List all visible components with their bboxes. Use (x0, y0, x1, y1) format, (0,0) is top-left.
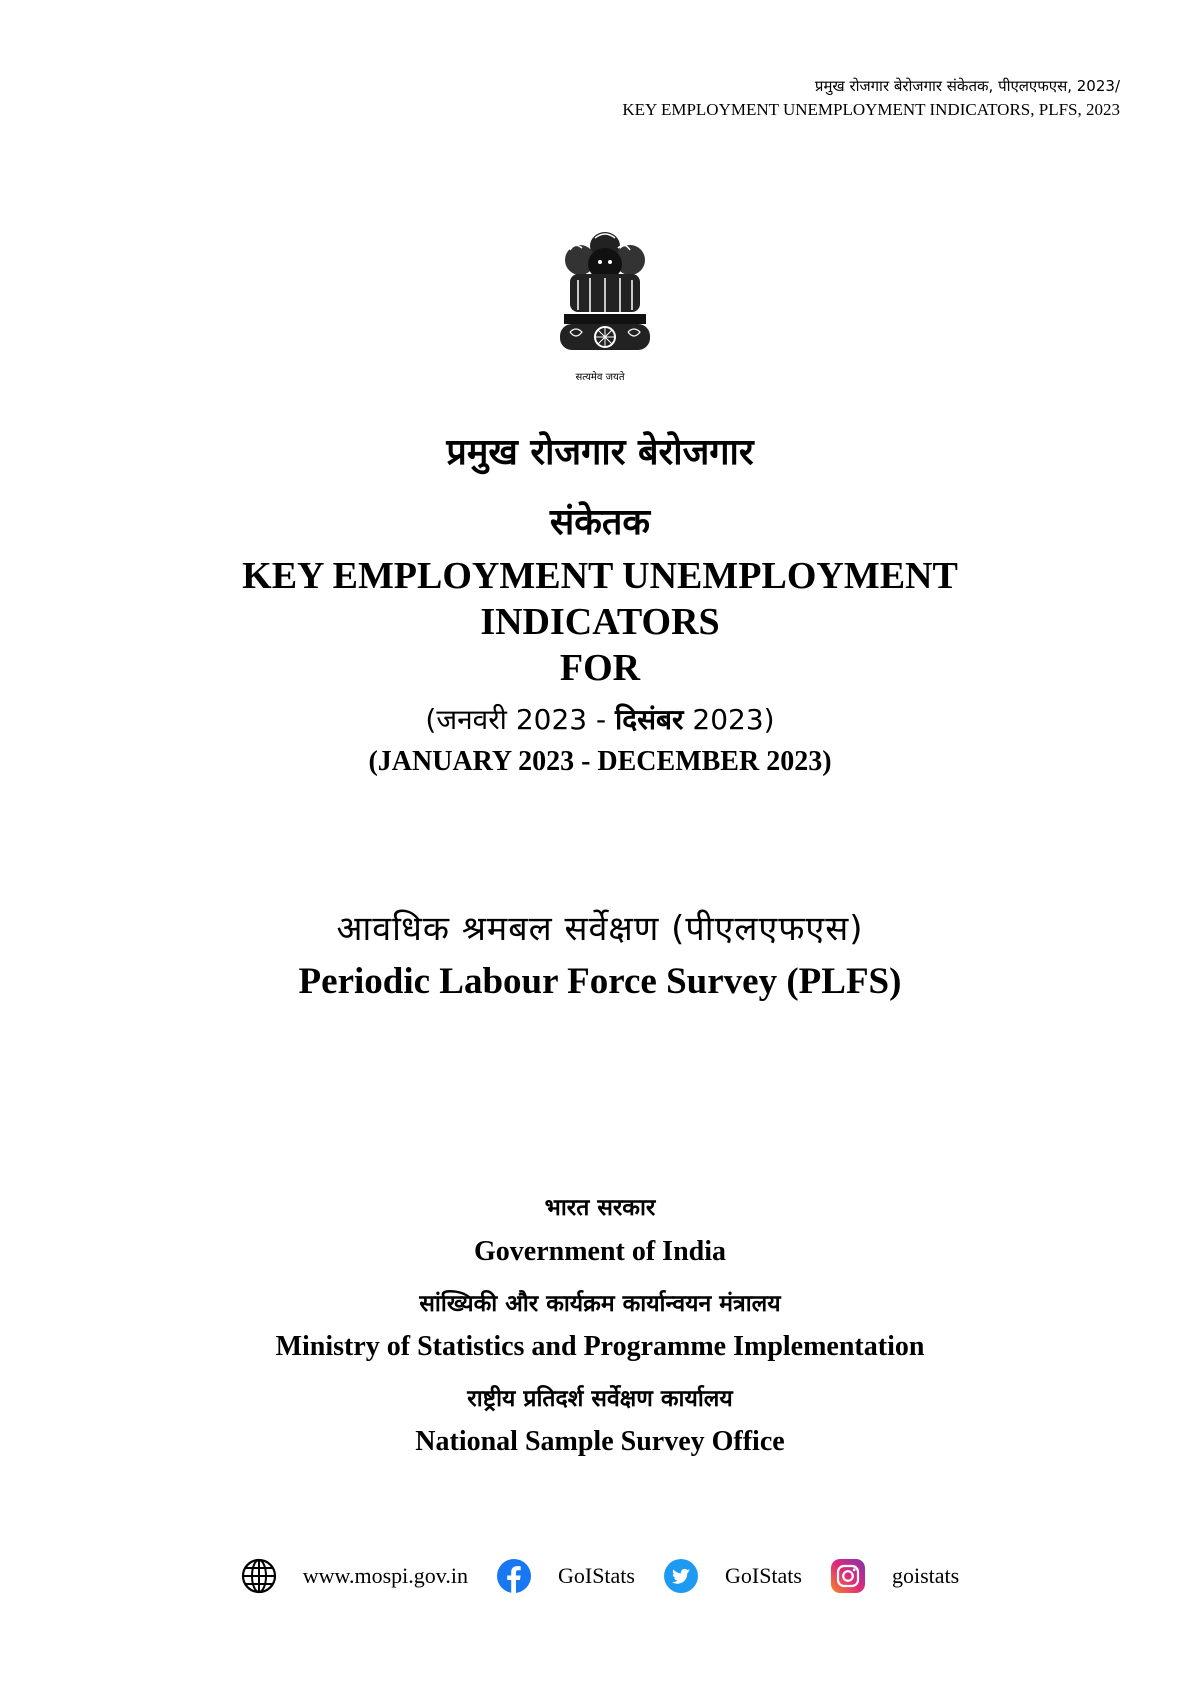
website-text: www.mospi.gov.in (302, 1563, 468, 1588)
contact-footer (0, 1558, 1200, 1594)
running-header-english: KEY EMPLOYMENT UNEMPLOYMENT INDICATORS, PLFS, 2023 (622, 100, 1120, 119)
period-english: (JANUARY 2023 - DECEMBER 2023) (368, 746, 832, 777)
ministry-hindi: सांख्यिकी और कार्यक्रम कार्यान्वयन मंत्रालय (419, 1291, 781, 1317)
facebook-handle: GoIStats (557, 1563, 635, 1588)
emblem-motto: सत्यमेव जयते (575, 372, 625, 383)
government-english: Government of India (474, 1236, 726, 1267)
office-english: National Sample Survey Office (415, 1426, 785, 1457)
survey-name-hindi: आवधिक श्रमबल सर्वेक्षण (पीएलएफएस) (336, 909, 864, 949)
period-hindi-open: (जनवरी 2023 - (425, 703, 615, 736)
running-header-hindi: प्रमुख रोजगार बेरोजगार संकेतक, पीएलएफएस, 2023/ (814, 77, 1120, 95)
running-header (622, 74, 1120, 122)
ministry-english: Ministry of Statistics and Programme Implementation (275, 1331, 925, 1362)
instagram-handle: goistats (891, 1563, 960, 1588)
survey-name-english: Periodic Labour Force Survey (PLFS) (298, 961, 902, 1002)
website-link[interactable] (241, 1558, 468, 1594)
twitter-link[interactable] (663, 1558, 802, 1594)
period-hindi-close: 2023) (683, 703, 775, 736)
title-hindi-line-2: संकेतक (549, 502, 651, 543)
national-emblem-icon (550, 220, 660, 380)
twitter-handle: GoIStats (724, 1563, 802, 1588)
twitter-icon (663, 1558, 699, 1594)
title-english-line-3: FOR (559, 647, 641, 689)
office-hindi: राष्ट्रीय प्रतिदर्श सर्वेक्षण कार्यालय (467, 1386, 733, 1412)
period-hindi-month: दिसंबर (614, 703, 684, 736)
globe-icon (241, 1558, 277, 1594)
facebook-link[interactable] (496, 1558, 635, 1594)
instagram-icon (830, 1558, 866, 1594)
period-hindi (0, 700, 1200, 738)
government-hindi: भारत सरकार (544, 1195, 656, 1221)
instagram-link[interactable] (830, 1558, 959, 1594)
title-english-line-1: KEY EMPLOYMENT UNEMPLOYMENT (242, 555, 958, 597)
title-english-line-2: INDICATORS (480, 601, 720, 643)
facebook-icon (496, 1558, 532, 1594)
title-hindi-line-1: प्रमुख रोजगार बेरोजगार (446, 432, 754, 473)
